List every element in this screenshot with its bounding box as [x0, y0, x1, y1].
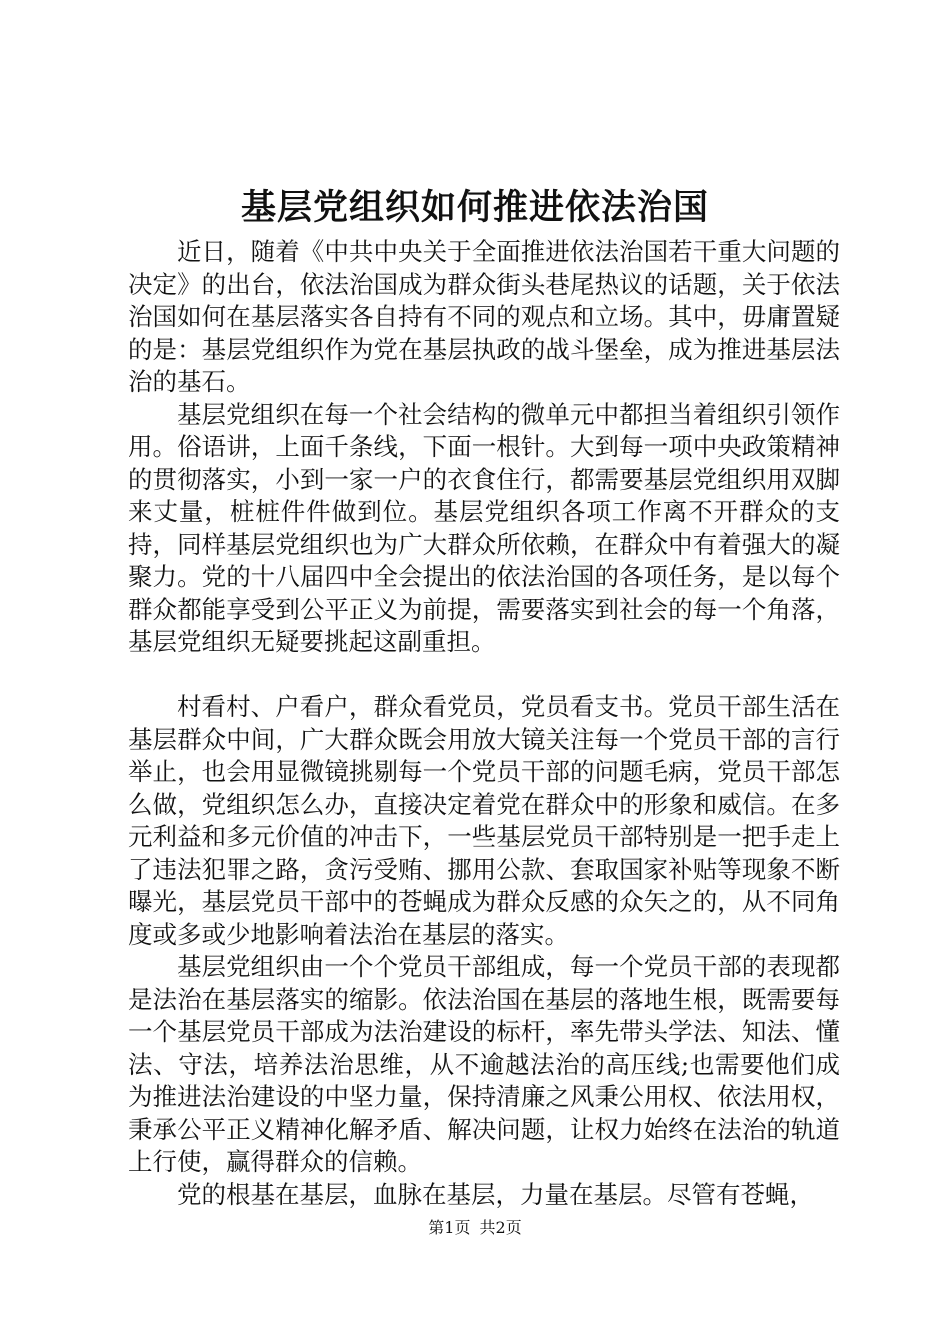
- page-total: 共2页: [479, 1218, 522, 1237]
- document-body: [128, 236, 840, 1211]
- paragraph-5: 党的根基在基层，血脉在基层，力量在基层。尽管有苍蝇，: [177, 1179, 814, 1209]
- page-number: 第1页: [428, 1218, 471, 1237]
- document-title: 基层党组织如何推进依法治国: [240, 187, 709, 228]
- paragraph-1: 近日，随着《中共中央关于全面推进依法治国若干重大问题的决定》的出台，依法治国成为群众街头巷尾热议的话题，关于依法治国如何在基层落实各自持有不同的观点和立场。其中，毋庸置疑的是：基层党组织作为党在基层执政的战斗堡垒，成为推进基层法治的基石。: [128, 237, 840, 396]
- paragraph-2: 基层党组织在每一个社会结构的微单元中都担当着组织引领作用。俗语讲，上面千条线，下面一根针。大到每一项中央政策精神的贯彻落实，小到一家一户的衣食住行，都需要基层党组织用双脚来丈量，桩桩件件做到位。基层党组织各项工作离不开群众的支持，同样基层党组织也为广大群众所依赖，在群众中有着强大的凝聚力。党的十八届四中全会提出的依法治国的各项任务，是以每个群众都能享受到公平正义为前提，需要落实到社会的每一个角落，基层党组织无疑要挑起这副重担。: [128, 399, 840, 656]
- page-footer: [0, 1217, 950, 1239]
- paragraph-4: 基层党组织由一个个党员干部组成，每一个党员干部的表现都是法治在基层落实的缩影。依法治国在基层的落地生根，既需要每一个基层党员干部成为法治建设的标杆，率先带头学法、知法、懂法、守法，培养法治思维，从不逾越法治的高压线;也需要他们成为推进法治建设的中坚力量，保持清廉之风秉公用权、依法用权，秉承公平正义精神化解矛盾、解决问题，让权力始终在法治的轨道上行使，赢得群众的信赖。: [128, 952, 840, 1176]
- paragraph-3: 村看村、户看户，群众看党员，党员看支书。党员干部生活在基层群众中间，广大群众既会用放大镜关注每一个党员干部的言行举止，也会用显微镜挑剔每一个党员干部的问题毛病，党员干部怎么做，党组织怎么办，直接决定着党在群众中的形象和威信。在多元利益和多元价值的冲击下，一些基层党员干部特别是一把手走上了违法犯罪之路，贪污受贿、挪用公款、套取国家补贴等现象不断曝光，基层党员干部中的苍蝇成为群众反感的众矢之的，从不同角度或多或少地影响着法治在基层的落实。: [128, 692, 840, 949]
